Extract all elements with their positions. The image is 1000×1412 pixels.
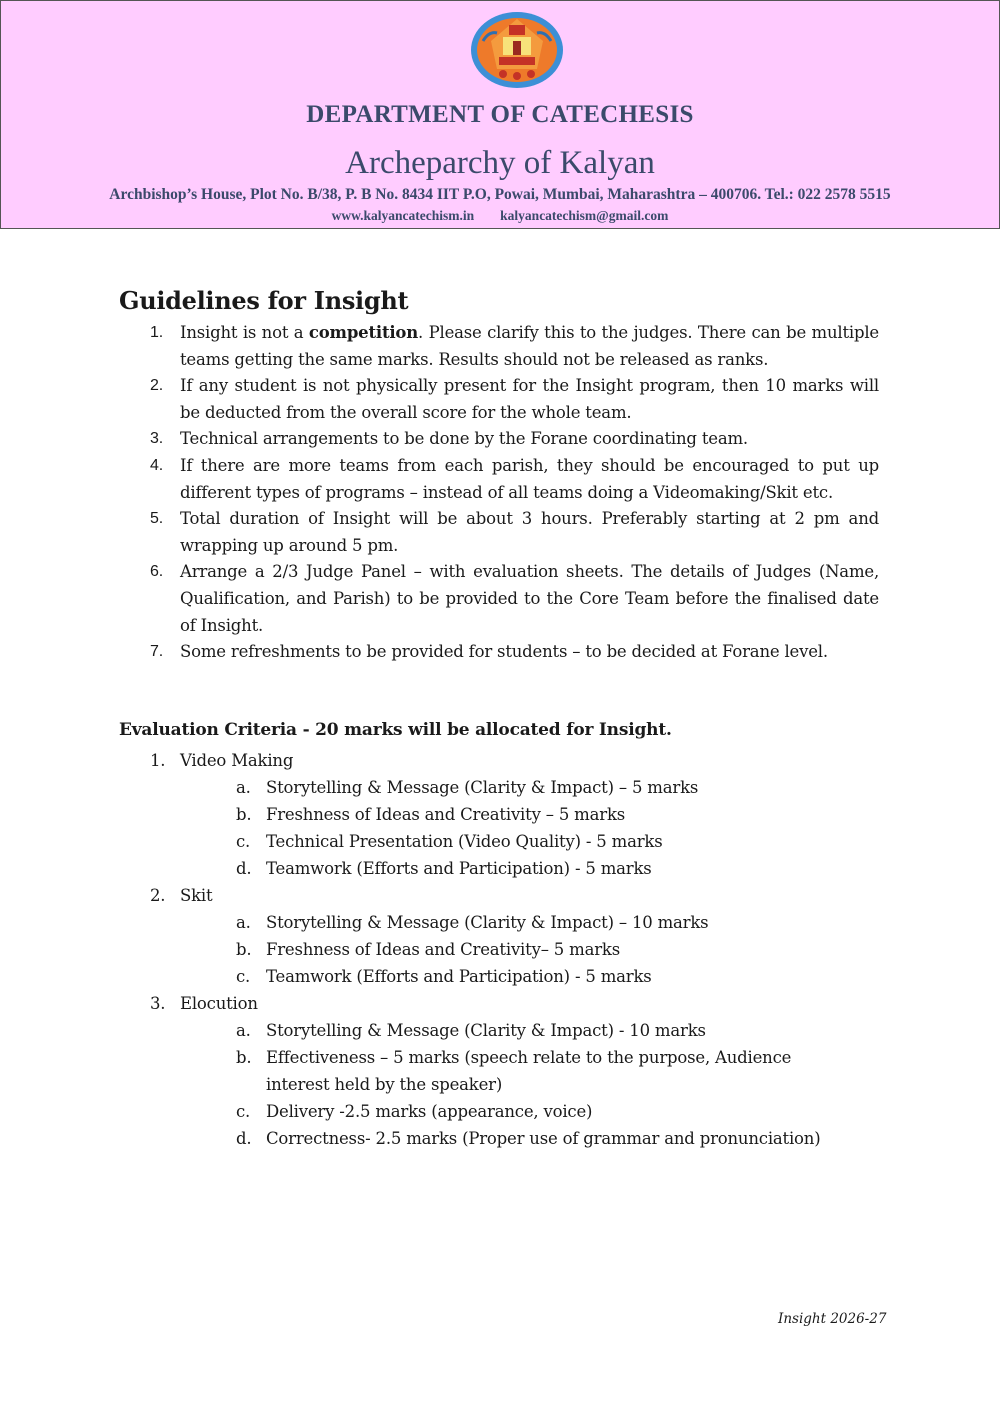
criterion-text: Correctness- 2.5 marks (Proper use of grammar and pronunciation) [266,1129,821,1148]
criterion-item [119,801,879,828]
guideline-text [180,320,879,373]
archeparchy-logo-icon [469,11,565,89]
guideline-text-bold: competition [308,323,419,342]
criterion-letter: c. [236,1102,251,1121]
contact-line [1,208,999,224]
page-footer: Insight 2026-27 [778,1311,887,1327]
guideline-item [119,559,879,639]
category-skit [119,882,879,909]
criterion-letter: c. [236,967,251,986]
category-video-making [119,747,879,774]
criterion-text: Teamwork (Efforts and Participation) - 5 marks [266,967,652,986]
criterion-letter: b. [236,1048,252,1067]
criterion-item [119,1017,879,1044]
category-number: 1. [150,751,166,770]
website-link[interactable]: www.kalyancatechism.in [331,208,475,223]
criterion-letter: c. [236,832,251,851]
criterion-letter: b. [236,940,252,959]
evaluation-heading: Evaluation Criteria - 20 marks will be allocated for Insight. [119,720,672,740]
guideline-text: Total duration of Insight will be about 3 hours. Preferably starting at 2 pm and wrapping up around 5 pm. [180,509,879,555]
category-name: Skit [180,886,213,905]
guideline-number: 5. [150,510,163,528]
guideline-item [119,453,879,506]
criterion-text: Storytelling & Message (Clarity & Impact) – 5 marks [266,778,699,797]
guideline-number: 7. [150,643,163,661]
email-link[interactable]: kalyancatechism@gmail.com [500,208,669,223]
guideline-item [119,373,879,426]
department-title: DEPARTMENT OF CATECHESIS [306,101,694,128]
guideline-text: If there are more teams from each parish, they should be encouraged to put up different types of programs – instead of all teams doing a Videomaking/Skit etc. [180,455,879,502]
guideline-text: Arrange a 2/3 Judge Panel – with evaluation sheets. The details of Judges (Name, Qualification, and Parish) to be provided to the Core Team before the finalised date of Insight. [180,562,879,635]
criterion-letter: a. [236,1021,251,1040]
guideline-text: Some refreshments to be provided for students – to be decided at Forane level. [180,642,828,662]
criterion-text: Technical Presentation (Video Quality) - 5 marks [266,832,663,851]
guideline-text: If any student is not physically present for the Insight program, then 10 marks will be deducted from the overall score for the whole team. [180,376,879,422]
criterion-letter: d. [236,859,252,878]
letterhead [0,0,1000,229]
criterion-item [119,855,879,882]
category-name: Elocution [180,994,258,1013]
criterion-item [119,1044,879,1098]
criterion-item [119,828,879,855]
guidelines-list [119,320,879,666]
guideline-number: 3. [150,430,163,448]
archeparchy-name: Archeparchy of Kalyan [345,145,655,181]
criterion-text: Storytelling & Message (Clarity & Impact) – 10 marks [266,913,709,932]
criterion-item [119,1098,879,1125]
guideline-number: 2. [150,377,163,395]
guideline-item [119,320,879,373]
criterion-letter: b. [236,805,252,824]
criterion-text: Delivery -2.5 marks (appearance, voice) [266,1102,593,1121]
category-number: 2. [150,886,166,905]
criterion-item [119,774,879,801]
category-name: Video Making [180,751,294,770]
address-line: Archbishop’s House, Plot No. B/38, P. B No. 8434 IIT P.O, Powai, Mumbai, Maharashtra – 400706. Tel.: 022 2578 5515 [109,186,891,203]
criterion-text: Effectiveness – 5 marks (speech relate to the purpose, Audience interest held by the speaker) [266,1048,792,1094]
guideline-item [119,426,879,453]
criterion-item [119,936,879,963]
evaluation-list [119,747,879,1152]
guideline-text-pre: Insight is not a [180,323,309,342]
criterion-letter: d. [236,1129,252,1148]
criterion-item [119,963,879,990]
criterion-text: Freshness of Ideas and Creativity– 5 marks [266,940,620,959]
guidelines-heading: Guidelines for Insight [119,286,409,315]
criterion-item [119,909,879,936]
criterion-text: Storytelling & Message (Clarity & Impact) - 10 marks [266,1021,706,1040]
guideline-number: 6. [150,563,163,581]
criterion-text: Teamwork (Efforts and Participation) - 5 marks [266,859,652,878]
guideline-text-post: . Please clarify this to the judges. There can be multiple teams getting the same marks. Results should not be released as ranks. [180,323,879,369]
criterion-item [119,1125,879,1152]
criterion-letter: a. [236,778,251,797]
guideline-text: Technical arrangements to be done by the Forane coordinating team. [180,429,748,449]
criterion-letter: a. [236,913,251,932]
category-number: 3. [150,994,166,1013]
guideline-item [119,639,879,666]
guideline-item [119,506,879,559]
criterion-text: Freshness of Ideas and Creativity – 5 marks [266,805,626,824]
category-elocution [119,990,879,1017]
guideline-number: 1. [150,324,163,341]
guideline-number: 4. [150,456,163,474]
